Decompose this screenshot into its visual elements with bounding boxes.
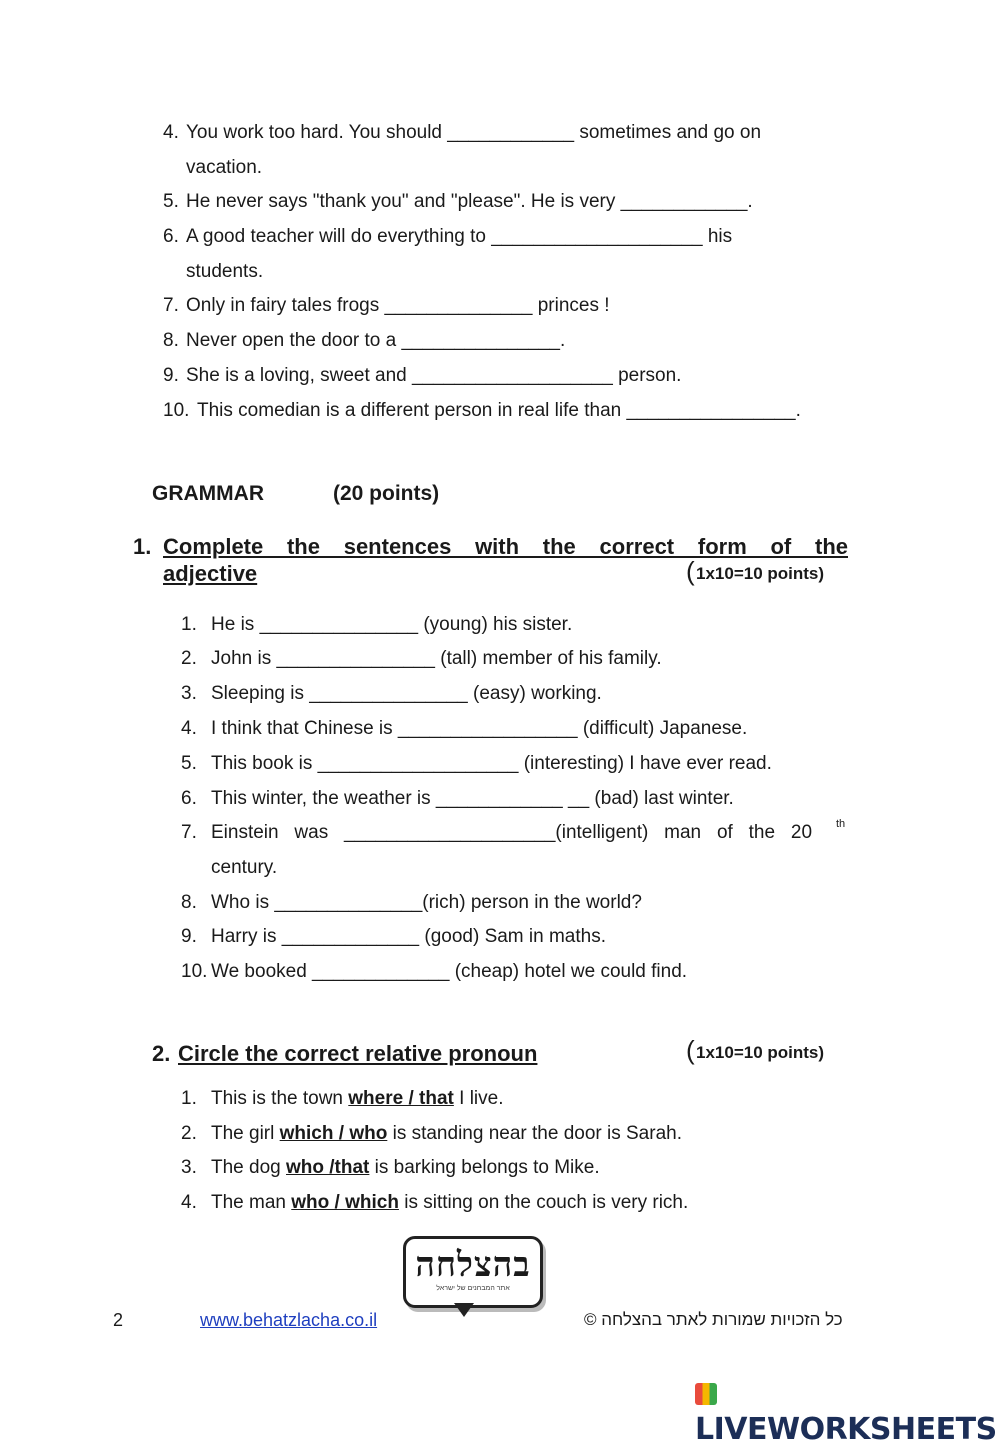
s2-item-1-choice[interactable]: where / that (348, 1088, 454, 1109)
s1-item-3-num: 3. (181, 683, 197, 704)
grammar-points: (20 points) (333, 482, 440, 505)
vocab-item-7-num: 7. (163, 295, 179, 316)
vocab-item-4-text: You work too hard. You should ____________ sometimes and go on (186, 122, 762, 143)
s2-item-2-num: 2. (181, 1123, 197, 1144)
grammar-heading: GRAMMAR (152, 482, 264, 505)
s1-item-2-text: John is _______________ (tall) member of his family. (211, 648, 662, 669)
section1-title-line2: adjective (163, 561, 258, 586)
vocab-item-7-text: Only in fairy tales frogs ______________ princes ! (186, 295, 610, 316)
s2-item-1-post: I live. (453, 1088, 504, 1109)
logo-subtitle: אתר המבחנים של ישראל (436, 1285, 510, 1292)
section2-points: 1x10=10 points) (696, 1043, 825, 1062)
s1-item-6-num: 6. (181, 788, 197, 809)
s1-item-5-text: This book is ___________________ (interesting) I have ever read. (211, 753, 772, 774)
s2-item-3 (211, 1157, 600, 1179)
watermark-text: LIVEWORKSHEETS (695, 1412, 997, 1447)
vocab-item-10-num: 10. (163, 400, 190, 421)
s2-item-4-pre: The man (211, 1192, 292, 1213)
logo-text: בהצלחה (415, 1245, 531, 1285)
s2-item-3-num: 3. (181, 1157, 197, 1178)
s2-item-2-pre: The girl (211, 1123, 280, 1144)
s2-item-1-pre: This is the town (211, 1088, 349, 1109)
s1-item-1-text: He is _______________ (young) his sister. (211, 614, 573, 635)
s2-item-4-post: is sitting on the couch is very rich. (398, 1192, 689, 1213)
s1-item-4-num: 4. (181, 718, 197, 739)
s1-item-8-num: 8. (181, 892, 197, 913)
section1-title-line1: Complete the sentences with the correct form of the (163, 534, 848, 559)
s1-item-2-num: 2. (181, 648, 197, 669)
s1-item-7-num: 7. (181, 822, 197, 843)
behatzlacha-logo (403, 1236, 543, 1308)
s1-item-10-text: We booked _____________ (cheap) hotel we could find. (211, 961, 688, 982)
page-number: 2 (113, 1310, 124, 1330)
s2-item-3-choice[interactable]: who /that (286, 1157, 370, 1178)
s2-item-3-post: is barking belongs to Mike. (369, 1157, 600, 1178)
s2-item-4-choice[interactable]: who / which (291, 1192, 399, 1213)
vocab-item-8-text: Never open the door to a _______________. (186, 330, 566, 351)
liveworksheets-icon (695, 1383, 717, 1405)
s1-item-3-text: Sleeping is _______________ (easy) working. (211, 683, 602, 704)
s1-item-7-text: Einstein was ____________________(intelligent) man of the 20 (211, 822, 813, 843)
copyright-notice: כל הזכויות שמורות לאתר בהצלחה © (584, 1310, 843, 1329)
s1-item-5-num: 5. (181, 753, 197, 774)
vocab-item-6-cont: students. (186, 261, 264, 282)
vocab-item-8-num: 8. (163, 330, 179, 351)
liveworksheets-watermark (695, 1377, 1000, 1447)
vocab-item-9-num: 9. (163, 365, 179, 386)
vocab-item-9-text: She is a loving, sweet and ___________________ person. (186, 365, 682, 386)
s2-item-1 (211, 1088, 503, 1110)
vocab-item-4-cont: vacation. (186, 157, 263, 178)
vocab-item-10-text: This comedian is a different person in real life than ________________. (197, 400, 801, 421)
section1-points-paren: ( (686, 556, 695, 586)
section1-number: 1. (133, 534, 152, 559)
vocab-item-6-num: 6. (163, 226, 179, 247)
section2-title: Circle the correct relative pronoun (178, 1041, 538, 1066)
s1-item-7-cont: century. (211, 857, 278, 878)
s2-item-4-num: 4. (181, 1192, 197, 1213)
section2-points-paren: ( (686, 1035, 695, 1065)
vocab-item-4-num: 4. (163, 122, 179, 143)
vocab-item-5-num: 5. (163, 191, 179, 212)
s1-item-10-num: 10. (181, 961, 208, 982)
s1-item-7-sup: th (836, 818, 846, 830)
section2-number: 2. (152, 1041, 171, 1066)
s2-item-2-post: is standing near the door is Sarah. (387, 1123, 682, 1144)
logo-speech-tail (454, 1303, 474, 1317)
vocab-item-5-text: He never says "thank you" and "please". He is very ____________. (186, 191, 753, 212)
s2-item-4 (211, 1192, 688, 1214)
s1-item-9-num: 9. (181, 926, 197, 947)
vocab-item-6-text: A good teacher will do everything to ____________________ his (186, 226, 733, 247)
s1-item-6-text: This winter, the weather is ____________ __ (bad) last winter. (211, 788, 734, 809)
section1-points: 1x10=10 points) (696, 564, 825, 583)
s1-item-9-text: Harry is _____________ (good) Sam in maths. (211, 926, 607, 947)
s1-item-1-num: 1. (181, 614, 197, 635)
s1-item-4-text: I think that Chinese is _________________ (difficult) Japanese. (211, 718, 748, 739)
s2-item-2-choice[interactable]: which / who (279, 1123, 388, 1144)
s1-item-8-text: Who is ______________(rich) person in the world? (211, 892, 642, 913)
s2-item-2 (211, 1123, 682, 1145)
site-link[interactable]: www.behatzlacha.co.il (200, 1310, 378, 1330)
s2-item-3-pre: The dog (211, 1157, 286, 1178)
s2-item-1-num: 1. (181, 1088, 197, 1109)
